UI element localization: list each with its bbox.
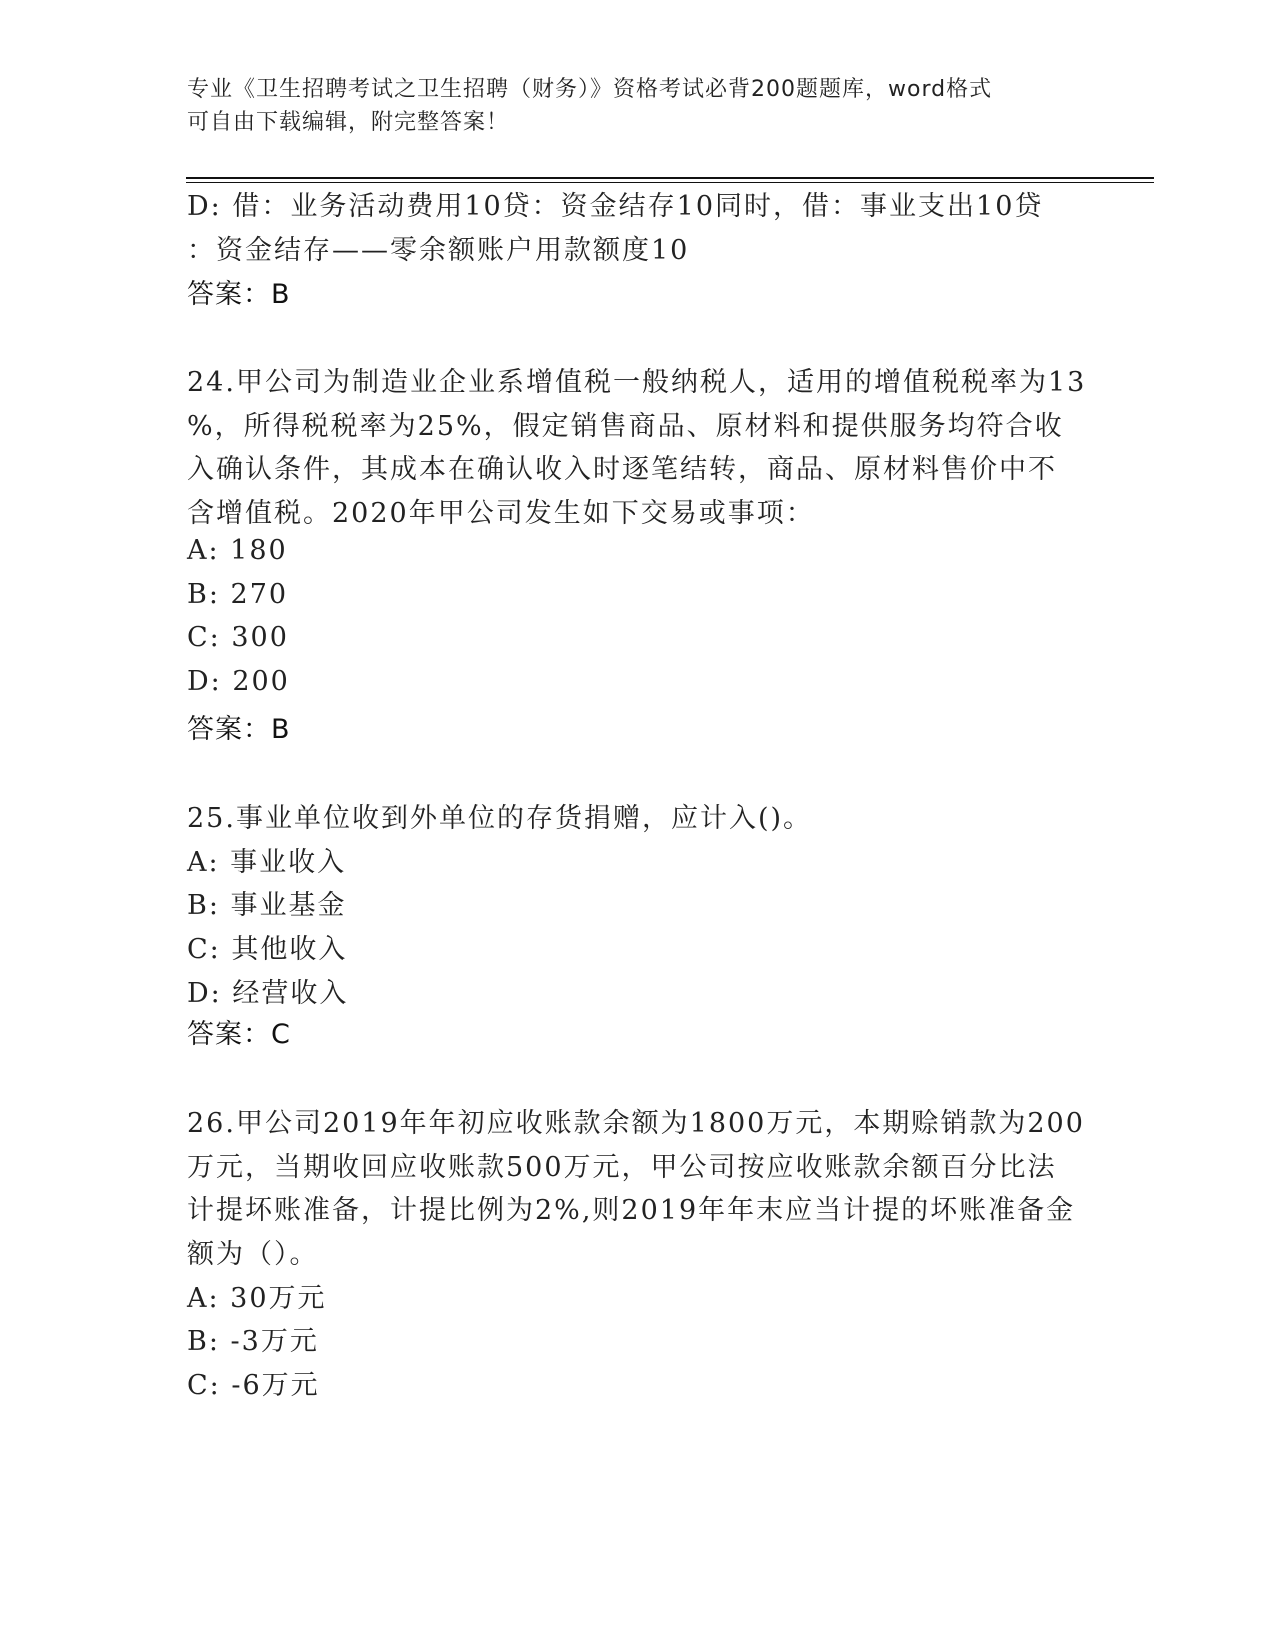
q25-stem: 25.事业单位收到外单位的存货捐赠，应计入()。: [187, 803, 813, 834]
q26-stem-line-4: 额为（）。: [187, 1239, 319, 1270]
q24-stem-line-2: %，所得税税率为25%，假定销售商品、原材料和提供服务均符合收: [187, 411, 1064, 442]
q24-option-a: A: 180: [187, 535, 288, 566]
q26-option-c: C: -6万元: [187, 1370, 320, 1401]
q24-stem-line-1: 24.甲公司为制造业企业系增值税一般纳税人，适用的增值税税率为13: [187, 367, 1087, 398]
q26-option-a: A: 30万元: [187, 1283, 327, 1314]
header-divider-thick: [186, 177, 1154, 179]
q25-option-d: D: 经营收入: [187, 978, 349, 1009]
page-header: [187, 73, 1087, 139]
q25-option-b: B: 事业基金: [187, 890, 347, 921]
q23-answer: 答案：B: [187, 279, 291, 310]
q26-stem-line-2: 万元，当期收回应收账款500万元，甲公司按应收账款余额百分比法: [187, 1152, 1057, 1183]
q24-answer: 答案：B: [187, 714, 291, 745]
q26-stem-line-1: 26.甲公司2019年年初应收账款余额为1800万元，本期赊销款为200: [187, 1108, 1085, 1139]
header-title-line-2: 可自由下载编辑，附完整答案！: [187, 110, 510, 135]
header-title-line-1: 专业《卫生招聘考试之卫生招聘（财务）》资格考试必背200题题库，word格式: [187, 77, 993, 102]
q26-stem-line-3: 计提坏账准备，计提比例为2%,则2019年年末应当计提的坏账准备金: [187, 1195, 1076, 1226]
q24-stem-line-3: 入确认条件，其成本在确认收入时逐笔结转，商品、原材料售价中不: [187, 454, 1057, 485]
q25-answer: 答案：C: [187, 1019, 291, 1050]
q23-option-d-line-2: ：资金结存——零余额账户用款额度10: [187, 235, 690, 266]
q23-option-d-line-1: D: 借：业务活动费用10贷：资金结存10同时，借：事业支出10贷: [187, 191, 1044, 222]
q25-option-c: C: 其他收入: [187, 934, 348, 965]
q24-option-d: D: 200: [187, 666, 290, 697]
q26-option-b: B: -3万元: [187, 1326, 319, 1357]
q24-stem-line-4: 含增值税。2020年甲公司发生如下交易或事项：: [187, 498, 815, 529]
q24-option-c: C: 300: [187, 622, 289, 653]
q24-option-b: B: 270: [187, 579, 289, 610]
header-divider-thin: [186, 182, 1154, 183]
q25-option-a: A: 事业收入: [187, 847, 347, 878]
